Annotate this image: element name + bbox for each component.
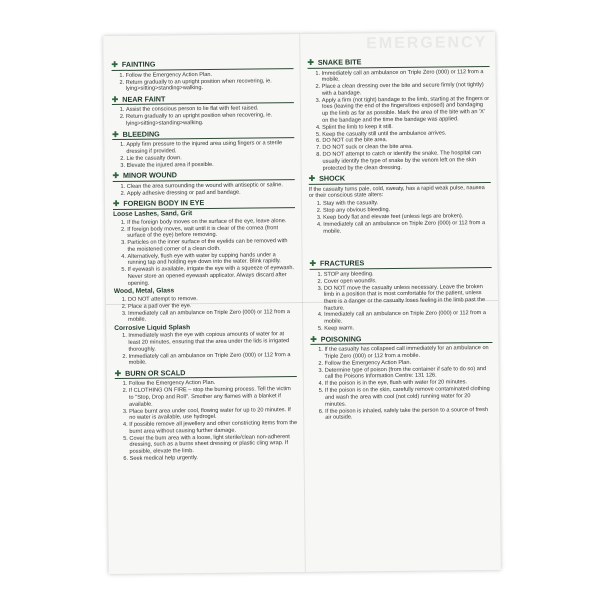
- plus-icon: ✚: [111, 59, 118, 69]
- plus-icon: ✚: [310, 334, 317, 344]
- section-fractures: [310, 259, 493, 332]
- list-item: 2. If CLOTHING ON FIRE – stop the burning process. Tell the victim to "Stop, Drop and Roll". Smother any flames with a blanket if available.: [129, 386, 297, 408]
- list-item: 2. If foreign body moves, wait until it is clear of the cornea (front surface of the eye) before removing.: [127, 225, 295, 240]
- list-item: 1. Clean the area surrounding the wound with antiseptic or saline.: [127, 182, 295, 190]
- list-item: 2. Return gradually to an upright position when recovering, ie. lying>sitting>standing>walking.: [126, 78, 294, 93]
- list-item: 5. Keep the casualty still until the ambulance arrives.: [322, 130, 490, 138]
- list-item: 2. Place a pad over the eye.: [128, 302, 296, 310]
- list-item: 5. If eyewash is available, irrigate the eye with a squeeze of eyewash. Never store an opened eyewash applicator. Always discard after opening.: [128, 265, 296, 287]
- snake-list: [308, 69, 491, 173]
- plus-icon: ✚: [112, 199, 120, 209]
- list-item: 4. If the poison is in the eye, flush with water for 20 minutes.: [325, 379, 493, 387]
- list-item: 1. If the casualty has collapsed call immediately for an ambulance on Triple Zero (000) or 112 from a mobile.: [324, 345, 492, 360]
- section-title: BURN OR SCALD: [125, 368, 186, 378]
- shock-list: [309, 199, 491, 235]
- list-item: 4. Splint the limb to keep it still.: [322, 123, 490, 131]
- section-title: POISONING: [320, 334, 362, 344]
- list-item: 7. DO NOT suck or clean the bite area.: [322, 143, 490, 151]
- list-item: 2. Cover open wound/s.: [324, 277, 492, 285]
- list-item: 3. Place burnt area under cool, flowing water for up to 20 minutes. If no water is available, use hydrogel.: [129, 407, 297, 422]
- section-burn: [115, 369, 298, 463]
- section-near-faint: [112, 95, 294, 128]
- list-item: 2. Return gradually to an upright position when recovering, ie. lying>sitting>standing>walking.: [126, 112, 294, 127]
- corrosive-list: [114, 332, 296, 367]
- section-shock: [309, 174, 492, 235]
- near-faint-list: [112, 105, 294, 127]
- list-item: 5. If the poison is on the skin, carefully remove contaminated clothing and wash the area with cool (not cold) running water for 20 minutes.: [325, 386, 493, 408]
- plus-icon: ✚: [307, 57, 314, 67]
- list-item: 5. Cover the burn area with a loose, light sterile/clean non-adherent dressing, such as a burns sheet dressing or plastic cling wrap. If possible, elevate the limb.: [129, 434, 297, 456]
- list-item: 4. Immediately call an ambulance on Triple Zero (000) or 112 from a mobile.: [323, 220, 491, 235]
- section-title: SNAKE BITE: [317, 57, 362, 67]
- first-aid-sheet: [103, 32, 501, 574]
- list-item: 8. DO NOT attempt to catch or identify the snake. The hospital can usually identify the type of snake by the venom left on the skin protected by the clean dressing.: [322, 150, 490, 172]
- burn-list: [115, 379, 298, 462]
- bleeding-list: [112, 140, 294, 169]
- loose-list: [113, 218, 296, 287]
- list-item: 3. Apply a firm (not tight) bandage to the limb, starting at the fingers or toes (leaving the end of the fingers/toes exposed) and bandaging up the limb as far as possible. Mark the area of the bite with an 'X' on the bandage and the time the bandage was applied.: [322, 96, 490, 124]
- section-title: MINOR WOUND: [122, 170, 177, 181]
- ghost-title: EMERGENCY: [366, 34, 488, 53]
- plus-icon: ✚: [309, 259, 317, 269]
- list-item: 3. Particles on the inner surface of the eyelids can be removed with the moistened corner of a clean cloth.: [127, 238, 295, 253]
- list-item: 2. Immediately call an ambulance on Triple Zero (000) or 112 from a mobile.: [129, 352, 297, 367]
- list-item: 2. Lie the casualty down.: [126, 154, 294, 162]
- list-item: 3. Elevate the injured area if possible.: [127, 161, 295, 169]
- section-title: SHOCK: [319, 173, 346, 184]
- plus-icon: ✚: [114, 368, 122, 378]
- list-item: 1. Follow the Emergency Action Plan.: [129, 379, 297, 387]
- list-item: 3. Immediately call an ambulance on Triple Zero (000) or 112 from a mobile.: [128, 309, 296, 324]
- section-poisoning: [310, 335, 493, 422]
- section-foreign-body: [113, 200, 297, 367]
- list-item: 6. If the poison is inhaled, safely take the person to a source of fresh air outside.: [325, 407, 493, 422]
- plus-icon: ✚: [112, 171, 120, 181]
- list-item: 3. Keep body flat and elevate feet (unless legs are broken).: [323, 213, 491, 221]
- list-item: 4. Alternatively, flush eye with water by cupping hands under a running tap and holding eye down into the water. Blink rapidly.: [127, 252, 295, 267]
- section-title: FRACTURES: [319, 258, 365, 268]
- list-item: 5. Keep warm.: [324, 324, 492, 332]
- plus-icon: ✚: [111, 94, 119, 104]
- plus-icon: ✚: [112, 129, 119, 139]
- shock-intro: If the casualty turns pale, cold, sweaty, has a rapid weak pulse, nausea or their conscious state alters:: [308, 184, 485, 200]
- list-item: 1. Follow the Emergency Action Plan.: [126, 71, 294, 79]
- minor-wound-list: [113, 182, 295, 197]
- fainting-list: [112, 71, 294, 93]
- left-column: [111, 60, 297, 466]
- section-title: FOREIGN BODY IN EYE: [123, 198, 205, 209]
- list-item: 2. Place a clean dressing over the bite and secure firmly (not tightly) with a bandage.: [322, 82, 490, 97]
- section-snake-bite: [307, 58, 490, 172]
- list-item: 4. If possible remove all jewellery and other constricting items from the burnt area without causing further damage.: [129, 420, 297, 435]
- wood-list: [114, 295, 296, 324]
- list-item: 1. Apply firm pressure to the injured area using fingers or a sterile dressing if provided.: [126, 140, 294, 155]
- subsection-title: Wood, Metal, Glass: [113, 287, 175, 296]
- fractures-list: [310, 270, 493, 333]
- list-item: 2. Stop any obvious bleeding.: [323, 206, 491, 214]
- section-title: FAINTING: [121, 59, 156, 69]
- list-item: 2. Follow the Emergency Action Plan.: [325, 359, 493, 367]
- list-item: 1. Assist the conscious person to lie flat with feet raised.: [126, 105, 294, 113]
- section-fainting: [111, 60, 293, 93]
- list-item: 1. STOP any bleeding.: [324, 270, 492, 278]
- list-item: 1. DO NOT attempt to remove.: [128, 295, 296, 303]
- list-item: 3. Determine type of poison (from the container if safe to do so) and call the Poisons Information Centre: 131 126.: [325, 366, 493, 381]
- list-item: 2. Apply adhesive dressing or pad and bandage.: [127, 189, 295, 197]
- list-item: 4. Immediately call an ambulance on Triple Zero (000) or 112 from a mobile.: [324, 310, 492, 325]
- subsection-title: Loose Lashes, Sand, Grit: [113, 210, 193, 219]
- list-item: 1. Stay with the casualty.: [323, 199, 491, 207]
- list-item: 1. If the foreign body moves on the surface of the eye, leave alone.: [127, 218, 295, 226]
- list-item: 3. DO NOT move the casualty unless necessary. Leave the broken limb in a position that is most comfortable for the patient, unless there is a danger or the casualty loses feeling in the limb past the fracture.: [324, 284, 492, 312]
- right-column: [307, 58, 493, 426]
- section-title: BLEEDING: [122, 129, 160, 139]
- plus-icon: ✚: [308, 174, 316, 184]
- section-title: NEAR FAINT: [122, 94, 166, 104]
- section-minor-wound: [113, 171, 295, 197]
- subsection-title: Corrosive Liquid Splash: [114, 324, 191, 332]
- list-item: 1. Immediately call an ambulance on Triple Zero (000) or 112 from a mobile.: [322, 69, 490, 84]
- list-item: 6. DO NOT cut the bite area.: [322, 137, 490, 145]
- section-bleeding: [112, 130, 294, 170]
- list-item: 6. Seek medical help urgently.: [130, 454, 298, 462]
- poisoning-list: [310, 345, 493, 421]
- list-item: 1. Immediately wash the eye with copious amounts of water for at least 20 minutes, ensuring that the area under the lids is irrigated thoroughly.: [128, 332, 296, 354]
